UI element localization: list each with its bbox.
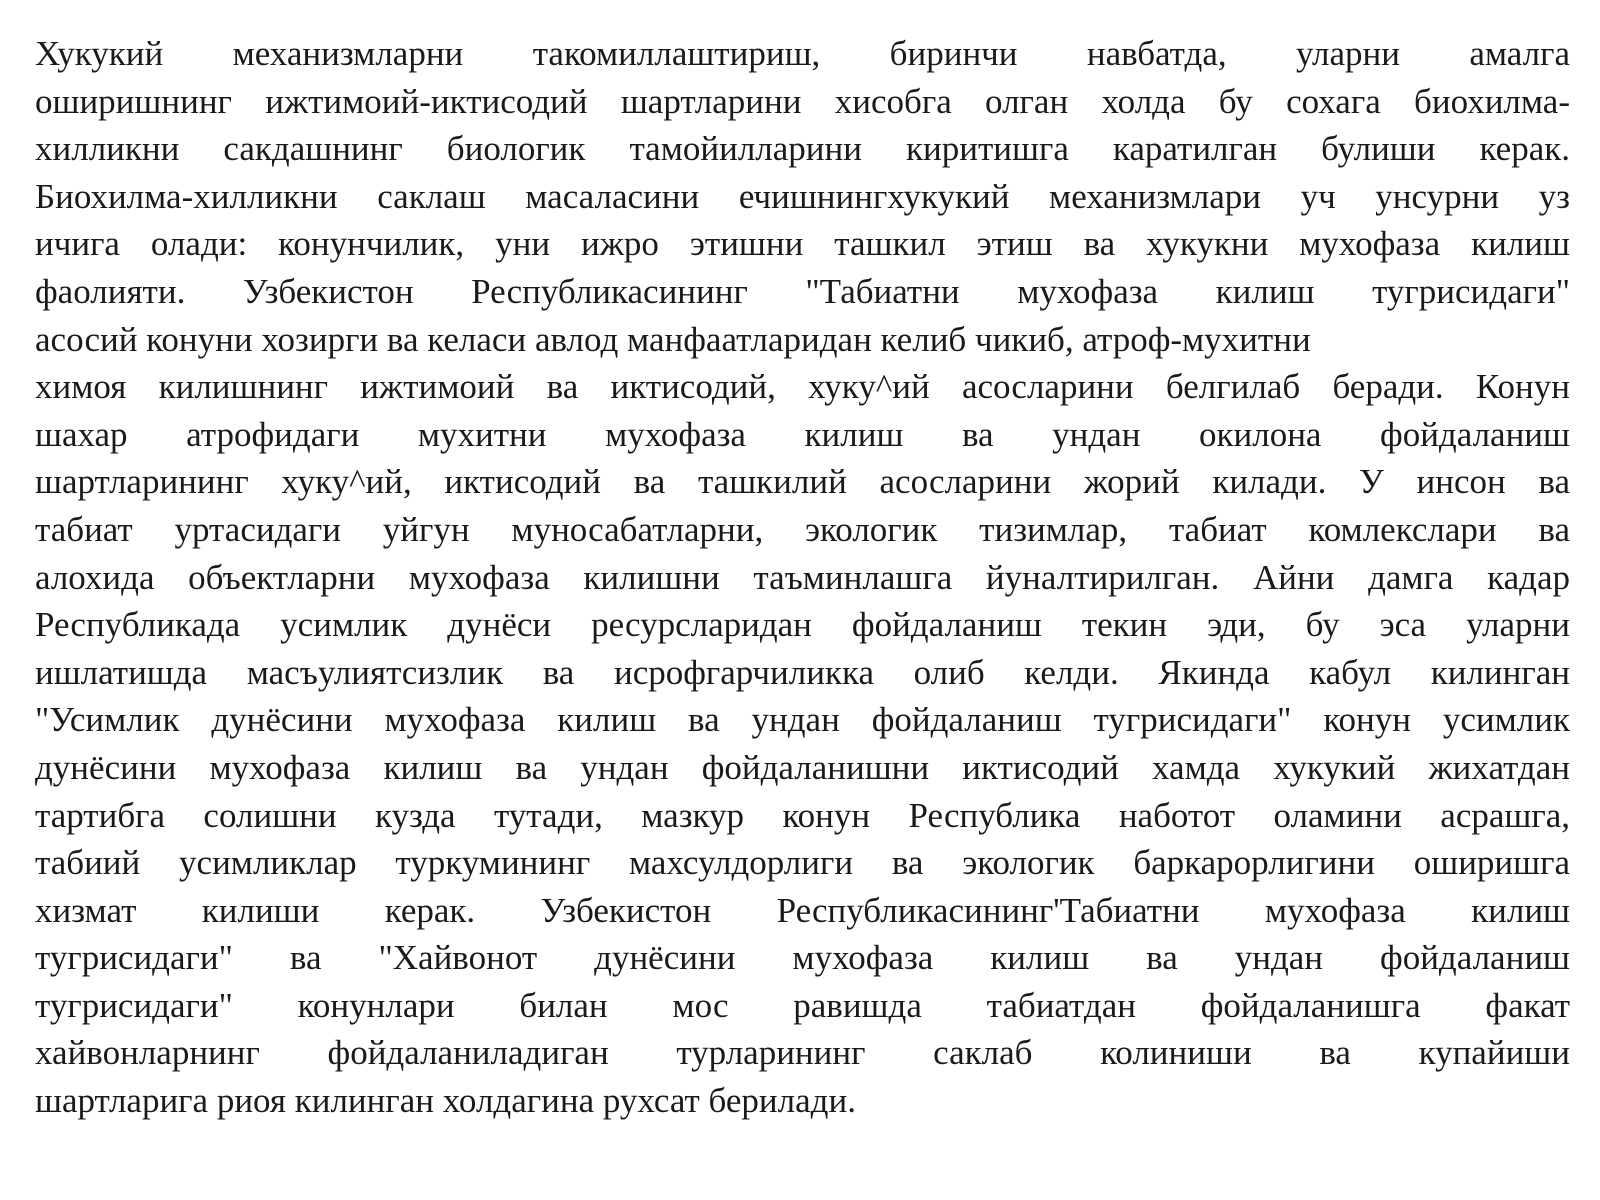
text-line: "Усимлик дунёсини мухофаза килиш ва ундан фойдаланиш тугрисидаги" конун усимлик xyxy=(35,700,1570,740)
text-line: алохида объектларни мухофаза килишни таъминлашга йуналтирилган. Айни дамга кадар xyxy=(35,557,1570,597)
text-line: ишлатишда масъулиятсизлик ва исрофгарчиликка олиб келди. Якинда кабул килинган xyxy=(35,652,1570,692)
text-line: асосий конуни хозирги ва келаси авлод манфаатларидан келиб чикиб, атроф-мухитни xyxy=(35,319,1311,359)
text-line: хайвонларнинг фойдаланиладиган турларининг саклаб колиниши ва купайиши xyxy=(35,1033,1570,1073)
text-line: хизмат килиши керак. Узбекистон Республикасининг'Табиатни мухофаза килиш xyxy=(35,890,1570,930)
text-line: дунёсини мухофаза килиш ва ундан фойдаланишни иктисодий хамда хукукий жихатдан xyxy=(35,747,1570,787)
text-line: тугрисидаги" ва "Хайвонот дунёсини мухофаза килиш ва ундан фойдаланиш xyxy=(35,938,1570,978)
text-line: табиат уртасидаги уйгун муносабатларни, экологик тизимлар, табиат комлекслари ва xyxy=(35,509,1570,549)
text-line: хилликни сакдашнинг биологик тамойилларини киритишга каратилган булиши керак. xyxy=(35,129,1570,169)
text-line: Хукукий механизмларни такомиллаштириш, биринчи навбатда, уларни амалга xyxy=(35,34,1570,73)
text-line: тугрисидаги" конунлари билан мос равишда табиатдан фойдаланишга факат xyxy=(35,985,1570,1025)
text-line: шартларининг хуку^ий, иктисодий ва ташкилий асосларини жорий килади. У инсон ва xyxy=(35,462,1570,502)
text-line: Биохилма-хилликни саклаш масаласини ечишнингхукукий механизмлари уч унсурни уз xyxy=(35,176,1570,216)
text-line: фаолияти. Узбекистон Республикасининг "Табиатни мухофаза килиш тугрисидаги" xyxy=(35,271,1570,311)
text-line: тартибга солишни кузда тутади, мазкур конун Республика наботот оламини асрашга, xyxy=(35,795,1570,835)
text-line: Республикада усимлик дунёси ресурсларидан фойдаланиш текин эди, бу эса уларни xyxy=(35,605,1570,645)
text-line: шахар атрофидаги мухитни мухофаза килиш ва ундан окилона фойдаланиш xyxy=(35,414,1570,454)
document-body xyxy=(35,30,1570,1125)
text-line: оширишнинг ижтимоий-иктисодий шартларини хисобга олган холда бу сохага биохилма- xyxy=(35,81,1570,121)
text-line: химоя килишнинг ижтимоий ва иктисодий, хуку^ий асосларини белгилаб беради. Конун xyxy=(35,367,1570,407)
text-line: табиий усимликлар туркумининг махсулдорлиги ва экологик баркарорлигини оширишга xyxy=(35,843,1570,883)
text-line: шартларига риоя килинган холдагина рухсат берилади. xyxy=(35,1081,856,1121)
text-line: ичига олади: конунчилик, уни ижро этишни ташкил этиш ва хукукни мухофаза килиш xyxy=(35,224,1570,264)
